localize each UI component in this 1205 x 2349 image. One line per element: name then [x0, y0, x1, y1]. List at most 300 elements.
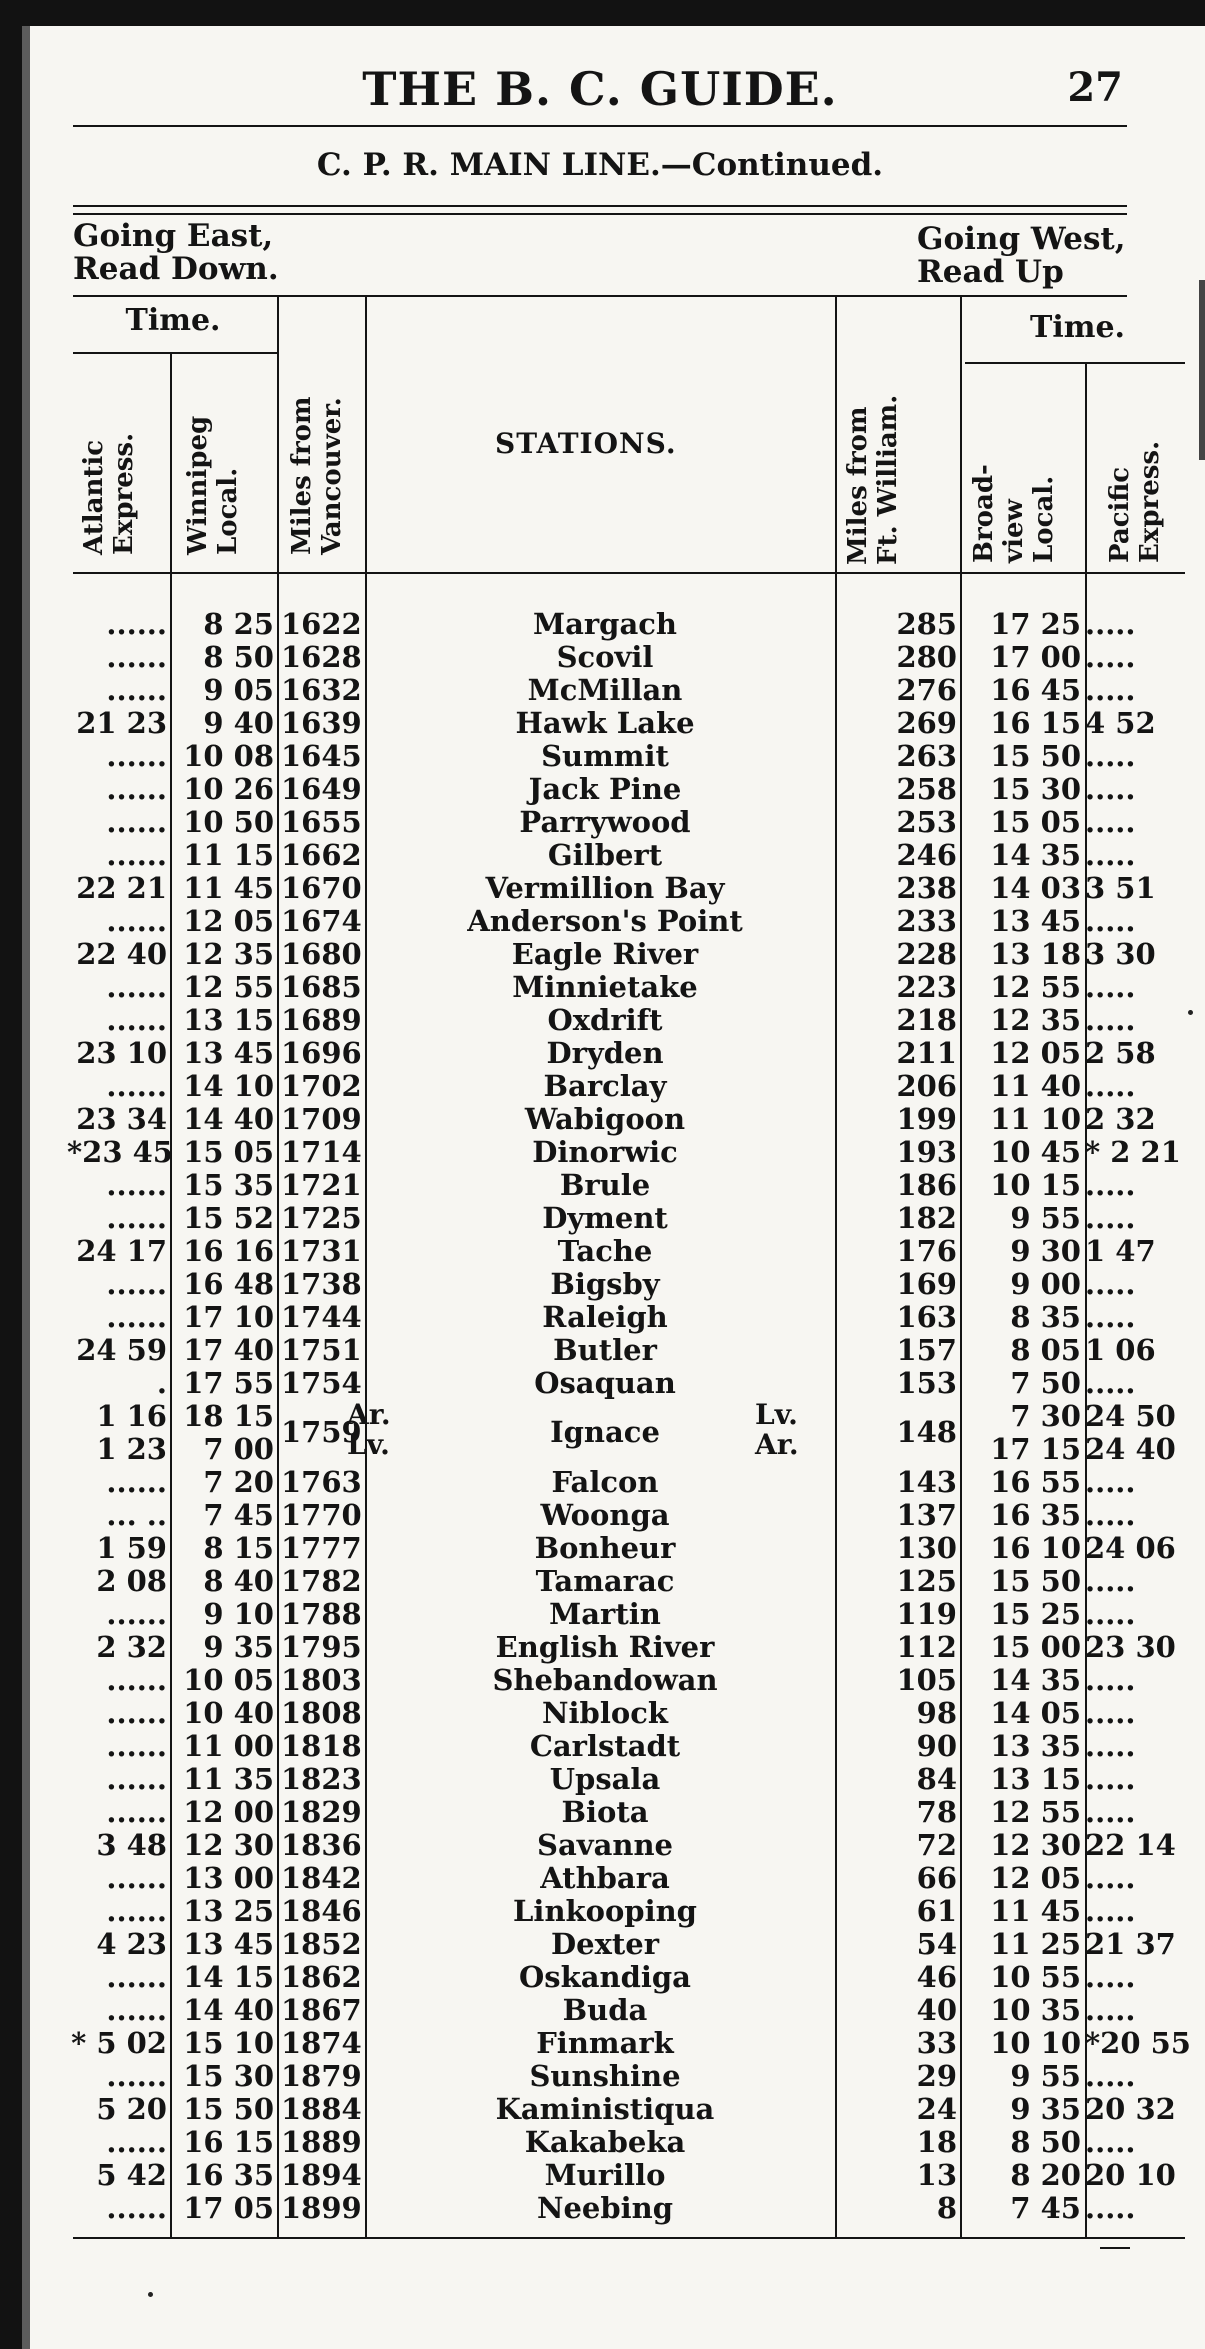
broadview-local-time: 12 05: [990, 1036, 1081, 1070]
pacific-express-time: .....: [1085, 1300, 1136, 1334]
atlantic-express-time: ......: [106, 838, 167, 872]
broadview-local-time: 16 10: [990, 1531, 1081, 1565]
miles-from-vancouver: 1763: [281, 1465, 362, 1499]
col-pacific-header-line2: Express.: [1135, 440, 1165, 563]
pacific-express-time: .....: [1085, 1960, 1136, 1994]
table-row: [65, 1102, 1156, 1136]
broadview-local-time: 12 30: [990, 1828, 1081, 1862]
table-row: [65, 2060, 1135, 2093]
winnipeg-local-time: 9 05: [203, 673, 274, 707]
miles-from-vancouver: 1751: [281, 1333, 362, 1367]
atlantic-express-time: ......: [106, 1069, 167, 1103]
atlantic-express-time: 5 20: [96, 2092, 167, 2126]
atlantic-express-time: 2 32: [96, 1630, 167, 1664]
station-name: Tache: [557, 1235, 653, 1268]
time-left-underline: [73, 352, 278, 354]
station-name: Niblock: [542, 1697, 668, 1730]
atlantic-express-time: ......: [106, 1729, 167, 1763]
table-row: [65, 706, 1156, 740]
atlantic-express-time: ......: [106, 2059, 167, 2093]
pacific-express-time: 3 30: [1085, 937, 1156, 971]
station-name: Martin: [549, 1598, 661, 1631]
miles-from-vancouver: 1846: [281, 1894, 362, 1928]
miles-from-vancouver: 1808: [281, 1696, 362, 1730]
pacific-express-time: 1 47: [1085, 1234, 1156, 1268]
col-broadview-header-line1: Broad-: [969, 464, 999, 563]
pacific-express-time: *20 55: [1085, 2026, 1191, 2060]
miles-from-vancouver: 1645: [281, 739, 362, 773]
winnipeg-local-time: 12 05: [183, 904, 274, 938]
miles-from-ft-william: 105: [896, 1663, 957, 1697]
broadview-local-time: 16 45: [990, 673, 1081, 707]
winnipeg-local-time: 7 20: [203, 1465, 274, 1499]
miles-from-vancouver: 1754: [281, 1366, 362, 1400]
table-row: [65, 641, 1135, 674]
atlantic-express-time: 3 48: [96, 1828, 167, 1862]
miles-from-ft-william: 98: [916, 1696, 957, 1730]
miles-from-vancouver: 1702: [281, 1069, 362, 1103]
winnipeg-local-time: 12 00: [183, 1795, 274, 1829]
pacific-express-time: .....: [1085, 2125, 1136, 2159]
broadview-local-time: 17 15: [990, 1432, 1081, 1466]
broadview-local-time: 11 45: [990, 1894, 1081, 1928]
table-row: [65, 1135, 1181, 1169]
col-broadview-header-line2: view: [999, 499, 1029, 563]
winnipeg-local-time: 17 05: [183, 2191, 274, 2225]
winnipeg-local-time: 15 10: [183, 2026, 274, 2060]
col-pacific-header: [1105, 441, 1165, 563]
winnipeg-local-time: 13 45: [183, 1927, 274, 1961]
miles-from-vancouver: 1721: [281, 1168, 362, 1202]
direction-east-line1: Going East,: [73, 218, 274, 254]
miles-from-vancouver: 1674: [281, 904, 362, 938]
winnipeg-local-time: 12 55: [183, 970, 274, 1004]
miles-from-ft-william: 258: [896, 772, 957, 806]
miles-from-ft-william: 40: [916, 1993, 957, 2027]
pacific-express-time: .....: [1085, 1696, 1136, 1730]
station-name: Gilbert: [547, 839, 663, 872]
atlantic-express-time: ......: [106, 1795, 167, 1829]
ignace-marker: Lv.: [347, 1428, 390, 1461]
miles-from-ft-william: 186: [896, 1168, 957, 1202]
broadview-local-time: 10 10: [990, 2026, 1081, 2060]
station-name: Neebing: [536, 2192, 674, 2225]
miles-from-vancouver: 1829: [281, 1795, 362, 1829]
broadview-local-time: 15 50: [990, 1564, 1081, 1598]
broadview-local-time: 13 45: [990, 904, 1081, 938]
table-row: [65, 1565, 1135, 1598]
pacific-express-time: .....: [1085, 1729, 1136, 1763]
miles-from-vancouver: 1725: [281, 1201, 362, 1235]
atlantic-express-time: ......: [106, 805, 167, 839]
direction-west-line2: Read Up: [917, 254, 1064, 290]
station-name: Savanne: [537, 1829, 673, 1862]
section-subtitle: C. P. R. MAIN LINE.—Continued.: [316, 147, 884, 183]
pacific-express-time: 20 32: [1085, 2092, 1176, 2126]
miles-from-ft-william: 130: [896, 1531, 957, 1565]
table-row: [65, 1697, 1135, 1730]
station-name: Jack Pine: [528, 773, 682, 806]
station-name: Butler: [553, 1334, 657, 1367]
pacific-express-time: .....: [1085, 970, 1136, 1004]
winnipeg-local-time: 14 10: [183, 1069, 274, 1103]
station-name: Raleigh: [542, 1301, 668, 1334]
pacific-express-time: 23 30: [1085, 1630, 1176, 1664]
col-miles-vancouver-header-line1: Miles from: [287, 396, 317, 555]
winnipeg-local-time: 9 35: [203, 1630, 274, 1664]
table-row: [65, 2192, 1135, 2225]
table-row: [65, 674, 1135, 707]
broadview-local-time: 15 25: [990, 1597, 1081, 1631]
atlantic-express-time: 24 17: [76, 1234, 167, 1268]
miles-from-vancouver: 1731: [281, 1234, 362, 1268]
direction-east-line2: Read Down.: [73, 251, 279, 287]
atlantic-express-time: 1 59: [96, 1531, 167, 1565]
station-name: Athbara: [540, 1862, 670, 1895]
atlantic-express-time: ......: [106, 772, 167, 806]
col-broadview-header-line3: Local.: [1029, 475, 1059, 563]
subtitle-rule-2: [73, 213, 1127, 215]
broadview-local-time: 8 05: [1010, 1333, 1081, 1367]
miles-from-ft-william: 199: [896, 1102, 957, 1136]
atlantic-express-time: ......: [106, 607, 167, 641]
station-name: Tamarac: [535, 1565, 675, 1598]
ignace-arrive-leave-left: [347, 1400, 391, 1460]
winnipeg-local-time: 17 40: [183, 1333, 274, 1367]
header-bottom-rule: [73, 572, 1185, 574]
winnipeg-local-time: 16 15: [183, 2125, 274, 2159]
miles-from-ft-william: 119: [896, 1597, 957, 1631]
table-row: [65, 1630, 1176, 1664]
miles-from-ft-william: 143: [896, 1465, 957, 1499]
winnipeg-local-time: 7 45: [203, 1498, 274, 1532]
winnipeg-local-time: 15 50: [183, 2092, 274, 2126]
winnipeg-local-time: 8 15: [203, 1531, 274, 1565]
pacific-express-time: 22 14: [1085, 1828, 1176, 1862]
miles-from-ft-william: 61: [916, 1894, 957, 1928]
broadview-local-time: 16 55: [990, 1465, 1081, 1499]
broadview-local-time: 16 15: [990, 706, 1081, 740]
winnipeg-local-time: 16 16: [183, 1234, 274, 1268]
miles-from-vancouver: 1628: [281, 640, 362, 674]
atlantic-express-time: ......: [106, 1894, 167, 1928]
station-name: Biota: [561, 1796, 649, 1829]
col-miles-ftwilliam-header-line2: Ft. William.: [873, 394, 903, 565]
table-row: [65, 1961, 1135, 1994]
winnipeg-local-time: 15 52: [183, 1201, 274, 1235]
atlantic-express-time: 23 10: [76, 1036, 167, 1070]
miles-from-ft-william: 78: [916, 1795, 957, 1829]
miles-from-ft-william: 33: [916, 2026, 957, 2060]
broadview-local-time: 15 30: [990, 772, 1081, 806]
miles-from-vancouver: 1759: [281, 1415, 362, 1449]
pacific-express-time: 20 10: [1085, 2158, 1176, 2192]
broadview-local-time: 7 30: [1010, 1399, 1081, 1433]
page-number: 27: [1067, 64, 1123, 111]
table-row: [65, 905, 1135, 938]
atlantic-express-time: * 5 02: [71, 2026, 167, 2060]
scan-right-edge: [1199, 280, 1205, 460]
col-atlantic-header-line2: Express.: [109, 432, 139, 555]
pacific-express-time: .....: [1085, 1795, 1136, 1829]
table-row: [65, 1895, 1135, 1928]
pacific-express-time: .....: [1085, 772, 1136, 806]
miles-from-ft-william: 153: [896, 1366, 957, 1400]
pacific-express-time: .....: [1085, 805, 1136, 839]
atlantic-express-time: 24 59: [76, 1333, 167, 1367]
pacific-express-time: .....: [1085, 2191, 1136, 2225]
pacific-express-time: .....: [1085, 1465, 1136, 1499]
atlantic-express-time: 22 40: [76, 937, 167, 971]
station-name: Eagle River: [511, 938, 699, 971]
miles-from-ft-william: 163: [896, 1300, 957, 1334]
miles-from-vancouver: 1622: [281, 607, 362, 641]
miles-from-vancouver: 1639: [281, 706, 362, 740]
table-row: [65, 1730, 1135, 1763]
pacific-express-time: 2 58: [1085, 1036, 1156, 1070]
pacific-express-time: .....: [1085, 1993, 1136, 2027]
pacific-express-time: .....: [1085, 1168, 1136, 1202]
miles-from-ft-william: 233: [896, 904, 957, 938]
winnipeg-local-time: 11 35: [183, 1762, 274, 1796]
winnipeg-local-time: 15 05: [183, 1135, 274, 1169]
station-name: Barclay: [543, 1070, 667, 1103]
station-name: English River: [495, 1631, 715, 1664]
station-name: Murillo: [544, 2159, 666, 2192]
table-row: [65, 1070, 1135, 1103]
winnipeg-local-time: 8 50: [203, 640, 274, 674]
winnipeg-local-time: 10 40: [183, 1696, 274, 1730]
table-row: [65, 2126, 1135, 2159]
table-row: [65, 1828, 1176, 1862]
table-row: [65, 608, 1135, 641]
miles-from-vancouver: 1894: [281, 2158, 362, 2192]
table-row: [65, 1862, 1135, 1895]
winnipeg-local-time: 11 15: [183, 838, 274, 872]
atlantic-express-time: ......: [106, 1762, 167, 1796]
direction-east: [73, 220, 279, 286]
broadview-local-time: 10 15: [990, 1168, 1081, 1202]
table-row: [65, 1466, 1135, 1499]
table-row: [65, 871, 1156, 905]
miles-from-ft-william: 182: [896, 1201, 957, 1235]
broadview-local-time: 9 30: [1010, 1234, 1081, 1268]
table-row: [65, 1927, 1176, 1961]
broadview-local-time: 8 20: [1010, 2158, 1081, 2192]
broadview-local-time: 14 35: [990, 838, 1081, 872]
winnipeg-local-time: 12 35: [183, 937, 274, 971]
ignace-arrive-leave-right: [755, 1400, 799, 1460]
atlantic-express-time: ......: [106, 640, 167, 674]
miles-from-vancouver: 1782: [281, 1564, 362, 1598]
pacific-express-time: .....: [1085, 1861, 1136, 1895]
miles-from-ft-william: 218: [896, 1003, 957, 1037]
station-name: Carlstadt: [529, 1730, 681, 1763]
col-miles-ftwilliam-header: [843, 395, 903, 565]
broadview-local-time: 10 55: [990, 1960, 1081, 1994]
winnipeg-local-time: 11 45: [183, 871, 274, 905]
pacific-express-time: 4 52: [1085, 706, 1156, 740]
pacific-express-time: .....: [1085, 1597, 1136, 1631]
table-row: [65, 1499, 1135, 1532]
miles-from-ft-william: 13: [916, 2158, 957, 2192]
miles-from-vancouver: 1670: [281, 871, 362, 905]
miles-from-vancouver: 1655: [281, 805, 362, 839]
atlantic-express-time: 2 08: [96, 1564, 167, 1598]
pacific-express-time: .....: [1085, 904, 1136, 938]
winnipeg-local-time: 16 48: [183, 1267, 274, 1301]
miles-from-vancouver: 1662: [281, 838, 362, 872]
winnipeg-local-time: 13 45: [183, 1036, 274, 1070]
atlantic-express-time: ......: [106, 1003, 167, 1037]
winnipeg-local-time: 13 15: [183, 1003, 274, 1037]
atlantic-express-time: ......: [106, 739, 167, 773]
station-name: Margach: [533, 608, 677, 641]
time-header-right: Time.: [1030, 310, 1125, 345]
miles-from-vancouver: 1823: [281, 1762, 362, 1796]
print-speck: [1188, 1010, 1193, 1015]
miles-from-ft-william: 176: [896, 1234, 957, 1268]
station-name: Dryden: [546, 1037, 664, 1070]
miles-from-vancouver: 1836: [281, 1828, 362, 1862]
pacific-express-time: 24 06: [1085, 1531, 1176, 1565]
miles-from-vancouver: 1777: [281, 1531, 362, 1565]
miles-from-ft-william: 29: [916, 2059, 957, 2093]
pacific-express-time: .....: [1085, 640, 1136, 674]
station-name: Upsala: [549, 1763, 661, 1796]
table-row: [65, 1004, 1135, 1037]
miles-from-ft-william: 285: [896, 607, 957, 641]
pacific-express-time: * 2 21: [1085, 1135, 1181, 1169]
broadview-local-time: 9 35: [1010, 2092, 1081, 2126]
pacific-express-time: 24 40: [1085, 1432, 1176, 1466]
station-name: Summit: [541, 740, 669, 773]
miles-from-ft-william: 84: [916, 1762, 957, 1796]
miles-from-ft-william: 72: [916, 1828, 957, 1862]
station-name: Buda: [562, 1994, 648, 2027]
winnipeg-local-time: 15 30: [183, 2059, 274, 2093]
col-miles-vancouver-header-line2: Vancouver.: [317, 397, 347, 555]
winnipeg-local-time: 11 00: [183, 1729, 274, 1763]
atlantic-express-time: ......: [106, 1465, 167, 1499]
miles-from-ft-william: 137: [896, 1498, 957, 1532]
table-row: [65, 2092, 1176, 2126]
pacific-express-time: .....: [1085, 673, 1136, 707]
miles-from-ft-william: 66: [916, 1861, 957, 1895]
table-row: [65, 937, 1156, 971]
broadview-local-time: 8 35: [1010, 1300, 1081, 1334]
station-name: Dexter: [550, 1928, 659, 1961]
winnipeg-local-time: 8 25: [203, 607, 274, 641]
time-right-underline: [965, 362, 1185, 364]
pacific-express-time: .....: [1085, 1498, 1136, 1532]
winnipeg-local-time: 7 00: [203, 1432, 274, 1466]
ignace-marker: Lv.: [755, 1398, 798, 1431]
broadview-local-time: 7 50: [1010, 1366, 1081, 1400]
miles-from-ft-william: 90: [916, 1729, 957, 1763]
miles-from-ft-william: 112: [896, 1630, 957, 1664]
miles-from-vancouver: 1803: [281, 1663, 362, 1697]
pacific-express-time: 24 50: [1085, 1399, 1176, 1433]
winnipeg-local-time: 14 40: [183, 1102, 274, 1136]
atlantic-express-time: ......: [106, 1597, 167, 1631]
station-name: Bonheur: [534, 1532, 676, 1565]
miles-from-vancouver: 1696: [281, 1036, 362, 1070]
broadview-local-time: 8 50: [1010, 2125, 1081, 2159]
pacific-express-time: .....: [1085, 1201, 1136, 1235]
broadview-local-time: 14 05: [990, 1696, 1081, 1730]
ignace-marker: Ar.: [347, 1398, 391, 1431]
col-winnipeg-header-line2: Local.: [213, 467, 243, 555]
atlantic-express-time: ......: [106, 1201, 167, 1235]
miles-from-ft-william: 206: [896, 1069, 957, 1103]
miles-from-vancouver: 1744: [281, 1300, 362, 1334]
miles-from-ft-william: 24: [916, 2092, 957, 2126]
broadview-local-time: 17 00: [990, 640, 1081, 674]
miles-from-vancouver: 1899: [281, 2191, 362, 2225]
winnipeg-local-time: 9 40: [203, 706, 274, 740]
miles-from-vancouver: 1709: [281, 1102, 362, 1136]
miles-from-ft-william: 125: [896, 1564, 957, 1598]
atlantic-express-time: ......: [106, 970, 167, 1004]
miles-from-ft-william: 148: [896, 1415, 957, 1449]
station-name: Dyment: [542, 1202, 668, 1235]
atlantic-express-time: ......: [106, 1300, 167, 1334]
broadview-local-time: 13 35: [990, 1729, 1081, 1763]
pacific-express-time: 3 51: [1085, 871, 1156, 905]
winnipeg-local-time: 9 10: [203, 1597, 274, 1631]
atlantic-express-time: 21 23: [76, 706, 167, 740]
miles-from-vancouver: 1842: [281, 1861, 362, 1895]
miles-from-vancouver: 1795: [281, 1630, 362, 1664]
miles-from-ft-william: 276: [896, 673, 957, 707]
subtitle-rule-1: [73, 205, 1127, 207]
broadview-local-time: 12 55: [990, 970, 1081, 1004]
atlantic-express-time: ......: [106, 673, 167, 707]
table-row: [65, 2158, 1176, 2192]
atlantic-express-time: .: [156, 1366, 167, 1400]
broadview-local-time: 12 55: [990, 1795, 1081, 1829]
broadview-local-time: 10 45: [990, 1135, 1081, 1169]
pacific-express-time: .....: [1085, 838, 1136, 872]
table-row: [65, 1531, 1176, 1565]
direction-west-line1: Going West,: [917, 221, 1126, 257]
atlantic-express-time: 1 23: [96, 1432, 167, 1466]
miles-from-vancouver: 1884: [281, 2092, 362, 2126]
miles-from-vancouver: 1689: [281, 1003, 362, 1037]
miles-from-vancouver: 1867: [281, 1993, 362, 2027]
miles-from-ft-william: 238: [896, 871, 957, 905]
broadview-local-time: 11 25: [990, 1927, 1081, 1961]
winnipeg-local-time: 10 08: [183, 739, 274, 773]
table-row: [65, 839, 1135, 872]
broadview-local-time: 15 05: [990, 805, 1081, 839]
broadview-local-time: 9 00: [1010, 1267, 1081, 1301]
miles-from-vancouver: 1889: [281, 2125, 362, 2159]
miles-from-vancouver: 1874: [281, 2026, 362, 2060]
broadview-local-time: 15 00: [990, 1630, 1081, 1664]
atlantic-express-time: ......: [106, 1861, 167, 1895]
winnipeg-local-time: 13 00: [183, 1861, 274, 1895]
station-name: Bigsby: [550, 1268, 660, 1301]
miles-from-ft-william: 223: [896, 970, 957, 1004]
pacific-express-time: .....: [1085, 1894, 1136, 1928]
atlantic-express-time: 5 42: [96, 2158, 167, 2192]
scan-left-shadow: [22, 26, 30, 2349]
col-atlantic-header-line1: Atlantic: [79, 439, 109, 555]
table-row: [65, 1598, 1135, 1631]
station-name: Woonga: [540, 1499, 670, 1532]
